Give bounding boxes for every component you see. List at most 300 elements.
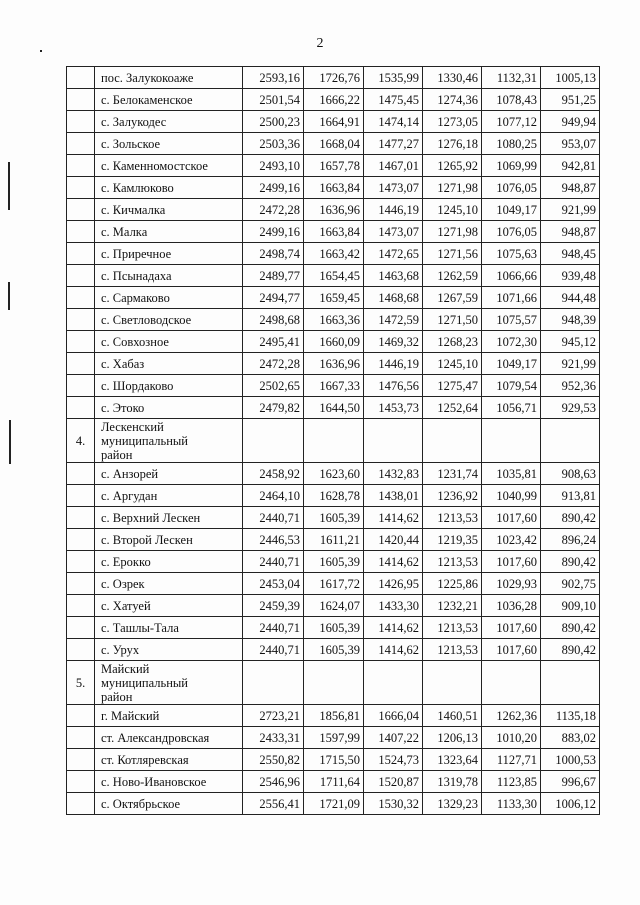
value-cell: 1438,01 bbox=[364, 485, 423, 507]
value-cell: 1666,22 bbox=[304, 89, 364, 111]
settlement-name: ст. Котляревская bbox=[95, 749, 243, 771]
value-cell: 2458,92 bbox=[243, 463, 304, 485]
value-cell: 1721,09 bbox=[304, 793, 364, 815]
district-name-line: Лескенский bbox=[101, 420, 164, 434]
value-cell: 1123,85 bbox=[482, 771, 541, 793]
value-cell: 1472,65 bbox=[364, 243, 423, 265]
value-cell: 1232,21 bbox=[423, 595, 482, 617]
settlement-name: с. Сармаково bbox=[95, 287, 243, 309]
empty-cell bbox=[423, 419, 482, 463]
value-cell: 1433,30 bbox=[364, 595, 423, 617]
page-number: 2 bbox=[316, 36, 324, 51]
settlement-name: с. Ташлы-Тала bbox=[95, 617, 243, 639]
value-cell: 1446,19 bbox=[364, 199, 423, 221]
value-cell: 1213,53 bbox=[423, 639, 482, 661]
table-row bbox=[67, 573, 600, 595]
district-name-line: район bbox=[101, 448, 133, 462]
value-cell: 1265,92 bbox=[423, 155, 482, 177]
value-cell: 883,02 bbox=[541, 727, 600, 749]
value-cell: 939,48 bbox=[541, 265, 600, 287]
value-cell: 1663,36 bbox=[304, 309, 364, 331]
value-cell: 1219,35 bbox=[423, 529, 482, 551]
settlement-name: с. Ерокко bbox=[95, 551, 243, 573]
value-cell: 1623,60 bbox=[304, 463, 364, 485]
value-cell: 1654,45 bbox=[304, 265, 364, 287]
value-cell: 1323,64 bbox=[423, 749, 482, 771]
table-row bbox=[67, 529, 600, 551]
value-cell: 1267,59 bbox=[423, 287, 482, 309]
value-cell: 948,87 bbox=[541, 177, 600, 199]
table-row bbox=[67, 595, 600, 617]
value-cell: 1213,53 bbox=[423, 617, 482, 639]
value-cell: 1477,27 bbox=[364, 133, 423, 155]
value-cell: 942,81 bbox=[541, 155, 600, 177]
value-cell: 890,42 bbox=[541, 507, 600, 529]
value-cell: 1213,53 bbox=[423, 551, 482, 573]
value-cell: 1473,07 bbox=[364, 177, 423, 199]
value-cell: 2440,71 bbox=[243, 639, 304, 661]
value-cell: 1605,39 bbox=[304, 507, 364, 529]
value-cell: 948,87 bbox=[541, 221, 600, 243]
empty-cell bbox=[243, 661, 304, 705]
value-cell: 1463,68 bbox=[364, 265, 423, 287]
value-cell: 2723,21 bbox=[243, 705, 304, 727]
empty-cell bbox=[364, 419, 423, 463]
value-cell: 1017,60 bbox=[482, 639, 541, 661]
empty-cell bbox=[423, 661, 482, 705]
value-cell: 1659,45 bbox=[304, 287, 364, 309]
row-index bbox=[67, 287, 95, 309]
row-index bbox=[67, 705, 95, 727]
scan-mark bbox=[40, 50, 42, 52]
value-cell: 1414,62 bbox=[364, 639, 423, 661]
settlement-name: с. Зольское bbox=[95, 133, 243, 155]
row-index bbox=[67, 727, 95, 749]
table-row bbox=[67, 727, 600, 749]
settlement-name: ст. Александровская bbox=[95, 727, 243, 749]
value-cell: 909,10 bbox=[541, 595, 600, 617]
value-cell: 1049,17 bbox=[482, 353, 541, 375]
value-cell: 1663,84 bbox=[304, 177, 364, 199]
value-cell: 2440,71 bbox=[243, 551, 304, 573]
settlement-name: с. Кичмалка bbox=[95, 199, 243, 221]
settlement-name: с. Верхний Лескен bbox=[95, 507, 243, 529]
table-row bbox=[67, 793, 600, 815]
value-cell: 2502,65 bbox=[243, 375, 304, 397]
value-cell: 2472,28 bbox=[243, 353, 304, 375]
value-cell: 921,99 bbox=[541, 353, 600, 375]
value-cell: 2499,16 bbox=[243, 221, 304, 243]
value-cell: 1231,74 bbox=[423, 463, 482, 485]
value-cell: 1075,63 bbox=[482, 243, 541, 265]
table-row bbox=[67, 177, 600, 199]
scan-mark bbox=[8, 282, 10, 310]
table-row bbox=[67, 155, 600, 177]
value-cell: 944,48 bbox=[541, 287, 600, 309]
row-index bbox=[67, 573, 95, 595]
row-index bbox=[67, 177, 95, 199]
row-index bbox=[67, 749, 95, 771]
value-cell: 2472,28 bbox=[243, 199, 304, 221]
value-cell: 1467,01 bbox=[364, 155, 423, 177]
row-index bbox=[67, 353, 95, 375]
table-row bbox=[67, 133, 600, 155]
value-cell: 1611,21 bbox=[304, 529, 364, 551]
value-cell: 890,42 bbox=[541, 551, 600, 573]
table-row bbox=[67, 705, 600, 727]
value-cell: 1453,73 bbox=[364, 397, 423, 419]
settlement-name: с. Шордаково bbox=[95, 375, 243, 397]
value-cell: 1472,59 bbox=[364, 309, 423, 331]
empty-cell bbox=[304, 419, 364, 463]
value-cell: 2593,16 bbox=[243, 67, 304, 89]
value-cell: 2459,39 bbox=[243, 595, 304, 617]
value-cell: 2500,23 bbox=[243, 111, 304, 133]
settlement-name: с. Урух bbox=[95, 639, 243, 661]
value-cell: 996,67 bbox=[541, 771, 600, 793]
empty-cell bbox=[243, 419, 304, 463]
district-name-line: Майский bbox=[101, 662, 150, 676]
value-cell: 1056,71 bbox=[482, 397, 541, 419]
row-index bbox=[67, 617, 95, 639]
value-cell: 1271,50 bbox=[423, 309, 482, 331]
value-cell: 1245,10 bbox=[423, 353, 482, 375]
value-cell: 1079,54 bbox=[482, 375, 541, 397]
row-index: 5. bbox=[67, 661, 95, 705]
settlement-name: с. Второй Лескен bbox=[95, 529, 243, 551]
value-cell: 1006,12 bbox=[541, 793, 600, 815]
settlement-name: с. Совхозное bbox=[95, 331, 243, 353]
value-cell: 2446,53 bbox=[243, 529, 304, 551]
district-name-line: район bbox=[101, 690, 133, 704]
district-name-cell bbox=[95, 661, 243, 705]
value-cell: 1071,66 bbox=[482, 287, 541, 309]
settlement-name: с. Ново-Ивановское bbox=[95, 771, 243, 793]
table-row bbox=[67, 265, 600, 287]
table-row bbox=[67, 639, 600, 661]
settlement-name: г. Майский bbox=[95, 705, 243, 727]
value-cell: 1035,81 bbox=[482, 463, 541, 485]
value-cell: 1252,64 bbox=[423, 397, 482, 419]
value-cell: 1080,25 bbox=[482, 133, 541, 155]
value-cell: 2501,54 bbox=[243, 89, 304, 111]
settlement-name: с. Октябрьское bbox=[95, 793, 243, 815]
value-cell: 1076,05 bbox=[482, 177, 541, 199]
settlement-name: с. Анзорей bbox=[95, 463, 243, 485]
value-cell: 1005,13 bbox=[541, 67, 600, 89]
value-cell: 1605,39 bbox=[304, 551, 364, 573]
value-cell: 2453,04 bbox=[243, 573, 304, 595]
value-cell: 1017,60 bbox=[482, 617, 541, 639]
settlement-name: с. Псынадаха bbox=[95, 265, 243, 287]
value-cell: 1520,87 bbox=[364, 771, 423, 793]
value-cell: 1275,47 bbox=[423, 375, 482, 397]
value-cell: 1414,62 bbox=[364, 507, 423, 529]
value-cell: 1023,42 bbox=[482, 529, 541, 551]
row-index: 4. bbox=[67, 419, 95, 463]
value-cell: 896,24 bbox=[541, 529, 600, 551]
row-index bbox=[67, 507, 95, 529]
value-cell: 1069,99 bbox=[482, 155, 541, 177]
value-cell: 1617,72 bbox=[304, 573, 364, 595]
table-row bbox=[67, 243, 600, 265]
row-index bbox=[67, 793, 95, 815]
value-cell: 1076,05 bbox=[482, 221, 541, 243]
row-index bbox=[67, 485, 95, 507]
row-index bbox=[67, 155, 95, 177]
row-index bbox=[67, 111, 95, 133]
value-cell: 1535,99 bbox=[364, 67, 423, 89]
value-cell: 1668,04 bbox=[304, 133, 364, 155]
value-cell: 2546,96 bbox=[243, 771, 304, 793]
value-cell: 1636,96 bbox=[304, 199, 364, 221]
settlement-name: с. Малка bbox=[95, 221, 243, 243]
district-header-row bbox=[67, 419, 600, 463]
value-cell: 1624,07 bbox=[304, 595, 364, 617]
row-index bbox=[67, 771, 95, 793]
settlement-name: с. Белокаменское bbox=[95, 89, 243, 111]
value-cell: 1636,96 bbox=[304, 353, 364, 375]
settlement-name: с. Приречное bbox=[95, 243, 243, 265]
value-cell: 2489,77 bbox=[243, 265, 304, 287]
value-cell: 1271,98 bbox=[423, 221, 482, 243]
empty-cell bbox=[364, 661, 423, 705]
value-cell: 2495,41 bbox=[243, 331, 304, 353]
value-cell: 913,81 bbox=[541, 485, 600, 507]
value-cell: 1475,45 bbox=[364, 89, 423, 111]
value-cell: 1036,28 bbox=[482, 595, 541, 617]
value-cell: 1135,18 bbox=[541, 705, 600, 727]
value-cell: 1127,71 bbox=[482, 749, 541, 771]
value-cell: 2433,31 bbox=[243, 727, 304, 749]
value-cell: 1432,83 bbox=[364, 463, 423, 485]
value-cell: 949,94 bbox=[541, 111, 600, 133]
value-cell: 1075,57 bbox=[482, 309, 541, 331]
value-cell: 951,25 bbox=[541, 89, 600, 111]
value-cell: 1029,93 bbox=[482, 573, 541, 595]
value-cell: 948,45 bbox=[541, 243, 600, 265]
value-cell: 1628,78 bbox=[304, 485, 364, 507]
value-cell: 2440,71 bbox=[243, 617, 304, 639]
district-name-line: муниципальный bbox=[101, 434, 188, 448]
value-cell: 1066,66 bbox=[482, 265, 541, 287]
value-cell: 1715,50 bbox=[304, 749, 364, 771]
row-index bbox=[67, 375, 95, 397]
table-row bbox=[67, 221, 600, 243]
value-cell: 1049,17 bbox=[482, 199, 541, 221]
value-cell: 1245,10 bbox=[423, 199, 482, 221]
row-index bbox=[67, 199, 95, 221]
row-index bbox=[67, 89, 95, 111]
value-cell: 1329,23 bbox=[423, 793, 482, 815]
value-cell: 1078,43 bbox=[482, 89, 541, 111]
value-cell: 1474,14 bbox=[364, 111, 423, 133]
value-cell: 1664,91 bbox=[304, 111, 364, 133]
settlement-name: с. Каменномостское bbox=[95, 155, 243, 177]
value-cell: 1605,39 bbox=[304, 617, 364, 639]
value-cell: 1426,95 bbox=[364, 573, 423, 595]
settlement-name: с. Хатуей bbox=[95, 595, 243, 617]
table-row bbox=[67, 507, 600, 529]
value-cell: 1262,59 bbox=[423, 265, 482, 287]
row-index bbox=[67, 397, 95, 419]
value-cell: 1213,53 bbox=[423, 507, 482, 529]
value-cell: 1530,32 bbox=[364, 793, 423, 815]
table-row bbox=[67, 67, 600, 89]
value-cell: 1644,50 bbox=[304, 397, 364, 419]
value-cell: 890,42 bbox=[541, 639, 600, 661]
value-cell: 1040,99 bbox=[482, 485, 541, 507]
value-cell: 1663,42 bbox=[304, 243, 364, 265]
table-row bbox=[67, 463, 600, 485]
value-cell: 1420,44 bbox=[364, 529, 423, 551]
row-index bbox=[67, 463, 95, 485]
tariff-table bbox=[66, 66, 600, 815]
row-index bbox=[67, 309, 95, 331]
value-cell: 948,39 bbox=[541, 309, 600, 331]
value-cell: 1667,33 bbox=[304, 375, 364, 397]
value-cell: 1663,84 bbox=[304, 221, 364, 243]
value-cell: 908,63 bbox=[541, 463, 600, 485]
value-cell: 1726,76 bbox=[304, 67, 364, 89]
empty-cell bbox=[482, 661, 541, 705]
value-cell: 1000,53 bbox=[541, 749, 600, 771]
value-cell: 1072,30 bbox=[482, 331, 541, 353]
value-cell: 2440,71 bbox=[243, 507, 304, 529]
value-cell: 953,07 bbox=[541, 133, 600, 155]
district-name-cell bbox=[95, 419, 243, 463]
value-cell: 1274,36 bbox=[423, 89, 482, 111]
value-cell: 1017,60 bbox=[482, 551, 541, 573]
table-row bbox=[67, 89, 600, 111]
empty-cell bbox=[482, 419, 541, 463]
settlement-name: с. Этоко bbox=[95, 397, 243, 419]
table-row bbox=[67, 287, 600, 309]
empty-cell bbox=[541, 661, 600, 705]
value-cell: 1077,12 bbox=[482, 111, 541, 133]
row-index bbox=[67, 551, 95, 573]
value-cell: 1407,22 bbox=[364, 727, 423, 749]
value-cell: 929,53 bbox=[541, 397, 600, 419]
value-cell: 1473,07 bbox=[364, 221, 423, 243]
value-cell: 1010,20 bbox=[482, 727, 541, 749]
row-index bbox=[67, 243, 95, 265]
value-cell: 2498,74 bbox=[243, 243, 304, 265]
settlement-name: с. Озрек bbox=[95, 573, 243, 595]
value-cell: 1657,78 bbox=[304, 155, 364, 177]
value-cell: 2499,16 bbox=[243, 177, 304, 199]
value-cell: 1262,36 bbox=[482, 705, 541, 727]
settlement-name: с. Хабаз bbox=[95, 353, 243, 375]
settlement-name: с. Залукодес bbox=[95, 111, 243, 133]
row-index bbox=[67, 529, 95, 551]
value-cell: 1856,81 bbox=[304, 705, 364, 727]
value-cell: 2479,82 bbox=[243, 397, 304, 419]
value-cell: 902,75 bbox=[541, 573, 600, 595]
table-row bbox=[67, 551, 600, 573]
scan-mark bbox=[8, 162, 10, 210]
empty-cell bbox=[541, 419, 600, 463]
row-index bbox=[67, 67, 95, 89]
value-cell: 1469,32 bbox=[364, 331, 423, 353]
value-cell: 1330,46 bbox=[423, 67, 482, 89]
empty-cell bbox=[304, 661, 364, 705]
table-row bbox=[67, 375, 600, 397]
value-cell: 1225,86 bbox=[423, 573, 482, 595]
value-cell: 1271,98 bbox=[423, 177, 482, 199]
value-cell: 1133,30 bbox=[482, 793, 541, 815]
value-cell: 2556,41 bbox=[243, 793, 304, 815]
row-index bbox=[67, 331, 95, 353]
settlement-name: с. Аргудан bbox=[95, 485, 243, 507]
table-row bbox=[67, 749, 600, 771]
table-row bbox=[67, 111, 600, 133]
table-row bbox=[67, 309, 600, 331]
value-cell: 2493,10 bbox=[243, 155, 304, 177]
value-cell: 1414,62 bbox=[364, 551, 423, 573]
value-cell: 945,12 bbox=[541, 331, 600, 353]
value-cell: 1132,31 bbox=[482, 67, 541, 89]
value-cell: 1460,51 bbox=[423, 705, 482, 727]
table-row bbox=[67, 331, 600, 353]
value-cell: 1276,18 bbox=[423, 133, 482, 155]
value-cell: 1597,99 bbox=[304, 727, 364, 749]
value-cell: 1414,62 bbox=[364, 617, 423, 639]
value-cell: 1605,39 bbox=[304, 639, 364, 661]
value-cell: 1271,56 bbox=[423, 243, 482, 265]
table-row bbox=[67, 199, 600, 221]
value-cell: 1666,04 bbox=[364, 705, 423, 727]
row-index bbox=[67, 133, 95, 155]
value-cell: 2503,36 bbox=[243, 133, 304, 155]
table-row bbox=[67, 397, 600, 419]
table-row bbox=[67, 771, 600, 793]
table-row bbox=[67, 617, 600, 639]
table-row bbox=[67, 485, 600, 507]
value-cell: 890,42 bbox=[541, 617, 600, 639]
value-cell: 1446,19 bbox=[364, 353, 423, 375]
table-row bbox=[67, 353, 600, 375]
scan-mark bbox=[9, 420, 11, 464]
value-cell: 1017,60 bbox=[482, 507, 541, 529]
value-cell: 1660,09 bbox=[304, 331, 364, 353]
value-cell: 921,99 bbox=[541, 199, 600, 221]
value-cell: 1206,13 bbox=[423, 727, 482, 749]
value-cell: 1711,64 bbox=[304, 771, 364, 793]
value-cell: 1468,68 bbox=[364, 287, 423, 309]
value-cell: 2498,68 bbox=[243, 309, 304, 331]
value-cell: 952,36 bbox=[541, 375, 600, 397]
row-index bbox=[67, 265, 95, 287]
value-cell: 1236,92 bbox=[423, 485, 482, 507]
settlement-name: с. Камлюково bbox=[95, 177, 243, 199]
row-index bbox=[67, 221, 95, 243]
value-cell: 2550,82 bbox=[243, 749, 304, 771]
row-index bbox=[67, 595, 95, 617]
settlement-name: пос. Залукокоаже bbox=[95, 67, 243, 89]
row-index bbox=[67, 639, 95, 661]
value-cell: 1273,05 bbox=[423, 111, 482, 133]
value-cell: 1476,56 bbox=[364, 375, 423, 397]
district-header-row bbox=[67, 661, 600, 705]
value-cell: 1268,23 bbox=[423, 331, 482, 353]
value-cell: 2494,77 bbox=[243, 287, 304, 309]
value-cell: 1319,78 bbox=[423, 771, 482, 793]
value-cell: 1524,73 bbox=[364, 749, 423, 771]
value-cell: 2464,10 bbox=[243, 485, 304, 507]
settlement-name: с. Светловодское bbox=[95, 309, 243, 331]
district-name-line: муниципальный bbox=[101, 676, 188, 690]
